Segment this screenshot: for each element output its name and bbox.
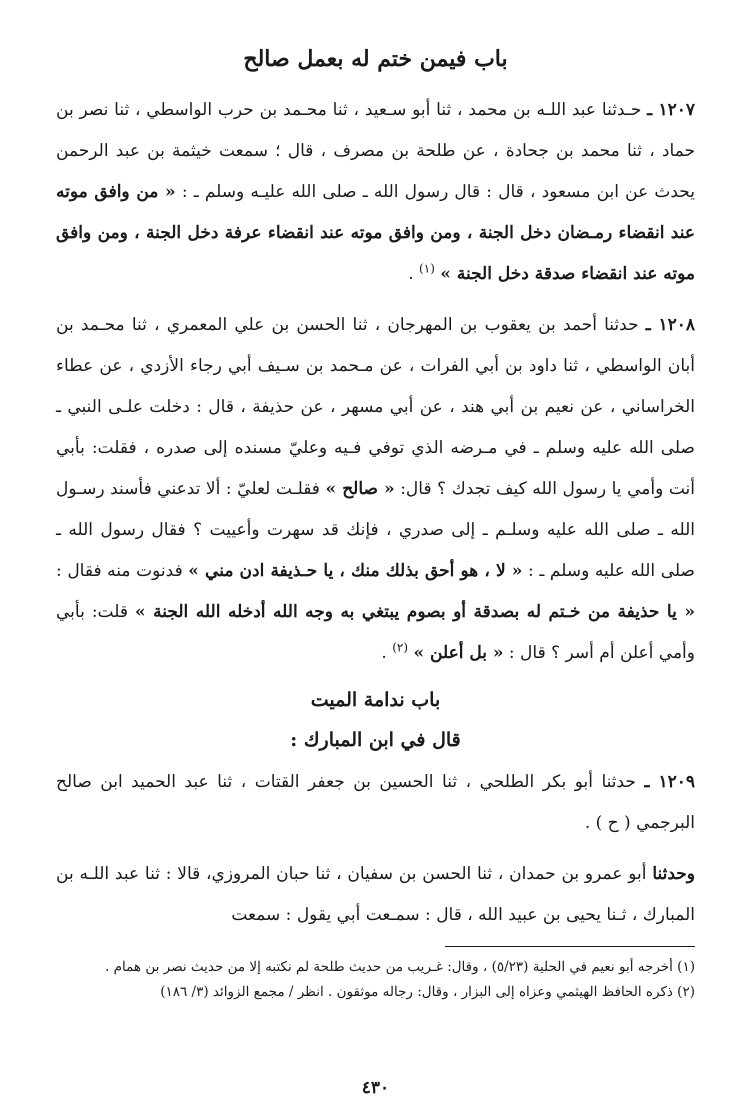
chapter-title: باب فيمن ختم له بعمل صالح [243, 46, 508, 72]
hadith-quote: « من وافق موته عند انقضاء رمـضان دخل الجنة ، ومن وافق موته عند انقضاء عرفة دخل الجنة ، ومن وافق موته عند انقضاء صدقة دخل الجنة » [56, 182, 695, 284]
hadith-1209 [56, 762, 695, 844]
footnote-1: (١) أخرجه أبو نعيم في الحلية (٥/٢٣) ، وقال: غـريب من حديث طلحة لم نكتبه إلا من حديث نصر بن همام . [105, 959, 695, 975]
hadith-text: فدنوت منه فقال : [56, 561, 189, 581]
subsection-title: قال في ابن المبارك : [290, 729, 461, 751]
hadith-continuation [56, 854, 695, 936]
hadith-quote: « يا حذيفة من خـتم له بصدقة أو بصوم يبتغي به وجه الله أدخله الله الجنة » [135, 602, 695, 622]
hadith-end: . [381, 643, 393, 663]
hadith-quote: « صالح » [325, 479, 395, 499]
hadith-text: أبو عمرو بن حمدان ، ثنا الحسن بن سفيان ، ثنا حبان المروزي، قالا : ثنا عبد اللـه بن المبارك ، ثـنا يحيى بن عبيد الله ، قال : سمـعت أبي يقول : سمعت [56, 864, 695, 925]
hadith-number: ١٢٠٧ ـ [647, 100, 695, 120]
hadith-text: حدثنا أبو بكر الطلحي ، ثنا الحسين بن جعفر القتات ، ثنا عبد الحميد ابن صالح البرجمي ( ح ) . [56, 772, 695, 833]
hadith-quote: « بل أعلن » [413, 643, 504, 663]
hadith-1207 [56, 90, 695, 295]
hadith-text: فقلـت لعليّ : ألا تدعني فأسند رسـول الله ـ صلى الله عليه وسلـم ـ إلى صدري ، فإنك قد سهرت وأعييت ؟ فقال رسول الله ـ صلى الله عليه وسلم ـ : [56, 479, 695, 581]
continuation-lead: وحدثنا [652, 864, 695, 884]
footnote-ref-2[interactable]: (٢) [392, 640, 409, 655]
page-number: ٤٣٠ [361, 1078, 390, 1098]
footnote-ref-1[interactable]: (١) [419, 261, 435, 276]
hadith-quote: « لا ، هو أحق بذلك منك ، يا حـذيفة ادن مني » [188, 561, 523, 581]
hadith-text: قلت: بأبي وأمي أعلن أم أسر ؟ قال : [56, 602, 695, 663]
footnote-divider [445, 946, 695, 947]
hadith-text: حدثنا أحمد بن يعقوب بن المهرجان ، ثنا الحسن بن علي المعمري ، ثنا محـمد بن أبان الواسطي ، ثنا داود بن أبي الفرات ، عن مـحمد بن سـيف أبي رجاء الأزدي ، عن عطاء الخراساني ، عن نعيم بن أبي هند ، عن أبي مسهر ، عن حذيفة ، قال : دخلت علـى النبي ـ صلى الله عليه وسلم ـ في مـرضه الذي توفي فـيه وعليّ مسنده إلى صدره ، فقلت: بأبي أنت وأمي يا رسول الله كيف تجدك ؟ قال: [56, 315, 695, 499]
hadith-text: حـدثنا عبد اللـه بن محمد ، ثنا أبو سـعيد ، ثنا محـمد بن حرب الواسطي ، ثنا نصر بن حماد ، ثنا محمد بن جحادة ، عن طلحة بن مصرف ، قال ؛ سمعت خيثمة بن عبد الرحمن يحدث عن ابن مسعود ، قال : قال رسول الله ـ صلى الله عليـه وسلم ـ : [56, 100, 695, 202]
footnote-2: (٢) ذكره الحافظ الهيثمي وعزاه إلى البزار ، وقال: رجاله موثقون . انظر / مجمع الزوائد (٣/ ١٨٦) [160, 984, 695, 1000]
hadith-1208 [56, 305, 695, 674]
hadith-number: ١٢٠٨ ـ [645, 315, 695, 335]
hadith-end: . [408, 264, 420, 284]
hadith-number: ١٢٠٩ ـ [644, 772, 695, 792]
section-title: باب ندامة الميت [310, 689, 441, 711]
